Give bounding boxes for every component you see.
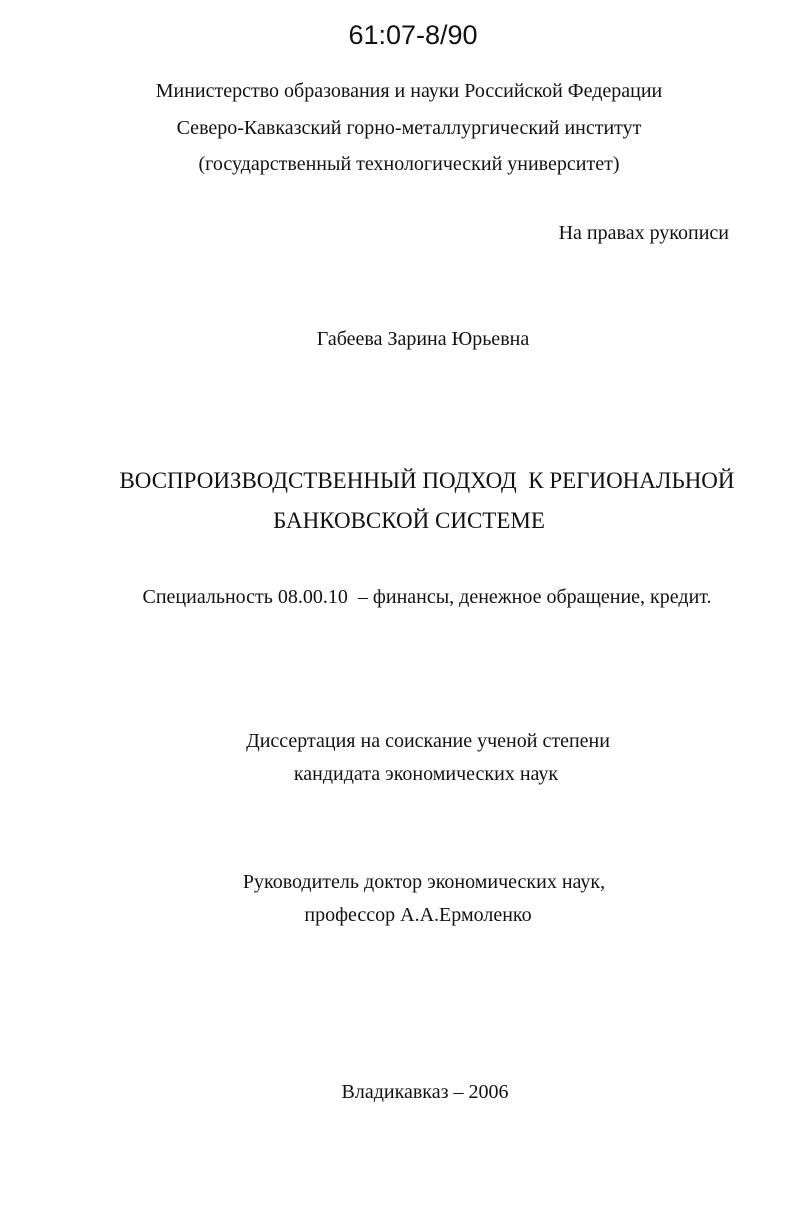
specialty: Специальность 08.00.10 – финансы, денежное обращение, кредит.	[142, 586, 712, 608]
supervisor-line2: профессор А.А.Ермоленко	[304, 904, 532, 926]
university-name: (государственный технологический университет)	[198, 153, 620, 175]
manuscript-note: На правах рукописи	[558, 222, 729, 244]
degree-line1: Диссертация на соискание ученой степени	[246, 730, 610, 752]
degree-line2: кандидата экономических наук	[293, 763, 559, 785]
city-year: Владикавказ – 2006	[341, 1081, 509, 1103]
supervisor-line1: Руководитель доктор экономических наук,	[242, 871, 606, 893]
archive-code: 61:07-8/90	[348, 20, 478, 50]
ministry-name: Министерство образования и науки Российской Федерации	[155, 80, 663, 102]
institute-name: Северо-Кавказский горно-металлургический институт	[176, 117, 642, 139]
dissertation-title-line1: ВОСПРОИЗВОДСТВЕННЫЙ ПОДХОД К РЕГИОНАЛЬНОЙ	[119, 468, 735, 493]
dissertation-title-line2: БАНКОВСКОЙ СИСТЕМЕ	[273, 508, 545, 533]
author-name: Габеева Зарина Юрьевна	[316, 328, 530, 350]
